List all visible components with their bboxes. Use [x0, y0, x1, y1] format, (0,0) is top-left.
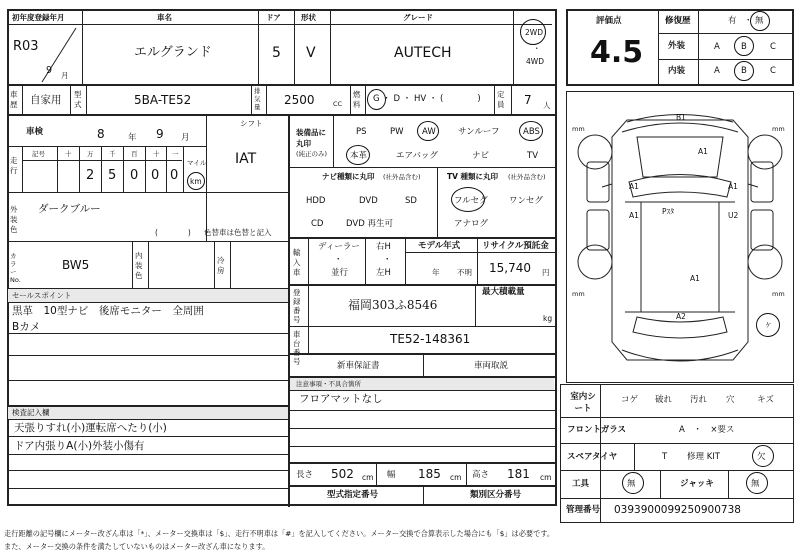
mm-label: mm	[772, 290, 785, 298]
len-value: 502	[331, 467, 354, 481]
wid-value: 185	[418, 467, 441, 481]
mark-a1: A1	[728, 182, 738, 191]
cap-label: 定員	[497, 90, 505, 109]
navi-label: ナビ種類に丸印	[322, 172, 375, 181]
mm-label: mm	[572, 125, 585, 133]
drive-2wd: 2WD	[525, 28, 543, 37]
spare-t: T	[662, 452, 668, 462]
unit-ju: 十	[153, 150, 160, 158]
mark-a1: A1	[690, 274, 700, 283]
mark-psuta: Pｽﾀ	[662, 207, 675, 216]
mileage-digit: 0	[170, 168, 179, 183]
mark-a2: A2	[676, 312, 686, 321]
recycle-label: リサイクル預託金	[482, 241, 549, 251]
unit-man: 万	[87, 150, 94, 158]
equip-pw: PW	[390, 127, 404, 137]
mileage-label: 走行	[10, 156, 18, 175]
model-year-unit: 年	[432, 268, 440, 277]
import-dot: ・	[334, 255, 343, 265]
tv-label: TV 種類に丸印	[447, 172, 499, 181]
tools-value: 無	[627, 479, 636, 489]
mark-a1: A1	[698, 147, 708, 156]
registration-value: 福岡303ふ8546	[348, 298, 438, 312]
repair-label: 修復歴	[665, 16, 691, 26]
sales-line1: 黒革 10型ナビ 後席モニター 全周囲	[12, 305, 204, 317]
ac-label: 冷房	[217, 256, 225, 275]
mgmt-value: 0393900099250900738	[614, 504, 741, 516]
mileage-digit: 2	[86, 168, 95, 183]
inspector-line2: ドア内張りA(小)外装小傷有	[14, 440, 145, 452]
inspector-label: 検査記入欄	[12, 408, 50, 417]
import-rh: 右H	[376, 242, 391, 252]
equip-sub: (純正のみ)	[296, 150, 328, 158]
seat-label: 室内シート	[570, 392, 596, 414]
sales-line2: Bカメ	[12, 321, 41, 333]
interior-c: C	[770, 66, 776, 76]
spare-none: 欠	[757, 452, 766, 462]
grade-label: グレード	[403, 13, 433, 22]
approval-label: 型式指定番号	[327, 490, 379, 500]
glass-value: A ・ ×要ス	[679, 425, 735, 435]
insp-month: 9	[156, 127, 164, 141]
mm-label: mm	[772, 125, 785, 133]
seat-hole: 穴	[726, 395, 735, 405]
unit-sen: 千	[109, 150, 116, 158]
wid-unit: cm	[450, 473, 462, 482]
equip-label: 装備品に丸印	[296, 128, 326, 148]
seat-burn: コゲ	[621, 395, 639, 405]
exterior-c: C	[770, 42, 776, 52]
recycle-value: 15,740	[489, 261, 531, 275]
equip-tv: TV	[527, 151, 539, 161]
shape-label: 形状	[301, 13, 316, 22]
import-label: 輸入車	[293, 248, 301, 277]
sales-label: セールスポイント	[12, 291, 72, 300]
model-year-unknown: 不明	[457, 268, 472, 277]
cap-value: 7	[524, 93, 532, 107]
fuel-options: G ・ D ・ HV ・ ( )	[373, 94, 481, 104]
repair-no: 無	[755, 16, 764, 26]
navi-sd: SD	[405, 196, 417, 206]
tv-analog: アナログ	[454, 219, 489, 229]
spare-kit: 修理 KIT	[687, 452, 720, 462]
mileage-digit: 0	[151, 168, 160, 183]
mark-a1: A1	[629, 211, 639, 220]
body-shape: V	[306, 45, 316, 61]
insp-year-unit: 年	[128, 133, 137, 143]
mileage-digit: 5	[108, 168, 117, 183]
name-label: 車名	[157, 13, 172, 22]
score-value: 4.5	[590, 35, 644, 70]
footer-line1: 走行距離の記号欄にメーター改ざん車は「*」、メーター交換車は「$」、走行不明車は「#」を記入してください。メーター交換で合算表示した場合にも「$」は必要です。	[4, 529, 555, 538]
exterior-b: B	[741, 42, 747, 52]
seat-scratch: キズ	[757, 395, 774, 405]
interior-a: A	[714, 66, 720, 76]
mileage-digit: 0	[130, 168, 139, 183]
model-value: 5BA-TE52	[134, 93, 192, 107]
len-unit: cm	[362, 473, 374, 482]
class-label: 類別区分番号	[470, 490, 522, 500]
repair-sep: ・	[744, 16, 753, 26]
registration-label: 登録番号	[293, 288, 301, 324]
navi-sub: (社外品含む)	[383, 173, 421, 181]
maxload-label: 最大積載量	[482, 287, 525, 297]
disp-unit: CC	[333, 100, 343, 108]
insp-month-unit: 月	[181, 133, 190, 143]
disp-label: 排気量	[254, 87, 261, 111]
exterior-a: A	[714, 42, 720, 52]
color-label: 外装色	[10, 205, 18, 234]
equip-navi: ナビ	[472, 151, 490, 161]
equip-aw: AW	[422, 127, 436, 137]
colorno-value: BW5	[62, 258, 90, 272]
inspector-line1: 天張りすれ(小)運転席へたり(小)	[14, 422, 167, 434]
corner-mark: ヶ	[764, 320, 773, 330]
reg-label: 初年度登録年月	[12, 13, 65, 22]
drive-4wd: 4WD	[526, 57, 544, 66]
manual-label: 車両取説	[474, 361, 509, 371]
import-parallel: 並行	[331, 268, 349, 278]
maxload-unit: kg	[543, 314, 553, 323]
car-diagram	[567, 92, 793, 382]
len-label: 長さ	[296, 470, 314, 480]
model-year-label: モデル年式	[418, 241, 461, 251]
tv-sub: (社外品含む)	[508, 173, 546, 181]
equip-airbag: エアバッグ	[396, 151, 438, 161]
glass-label: フロントガラス	[567, 425, 626, 435]
footer-line2: また、メーター交換の条件を満たしていないものはメーター改ざん車になります。	[4, 542, 270, 551]
interior-label: 内装	[668, 66, 686, 76]
interior-b: B	[741, 66, 747, 76]
shift-value: IAT	[235, 151, 257, 167]
import-lh: 左H	[376, 268, 391, 278]
color-paren: ( )	[155, 228, 191, 237]
warranty-label: 新車保証書	[337, 361, 380, 371]
notes-value: フロアマットなし	[299, 393, 383, 405]
cap-unit: 人	[543, 101, 551, 110]
color-note: 色替車は色替と記入	[204, 228, 272, 237]
navi-cd: CD	[311, 219, 324, 229]
chassis-value: TE52-148361	[390, 332, 471, 346]
door-count: 5	[272, 45, 281, 61]
chassis-label: 車台 号	[293, 330, 301, 366]
score-label: 評価点	[596, 16, 622, 26]
equip-ps: PS	[356, 127, 367, 137]
spare-label: スペアタイヤ	[567, 452, 618, 462]
colorno-label: カラーNo.	[10, 252, 21, 284]
unit-juman: 十	[65, 150, 72, 158]
seat-stain: 汚れ	[690, 395, 708, 405]
notes-label: 注意事項・不具合箇所	[296, 380, 361, 388]
mgmt-label: 管理番号	[566, 505, 601, 515]
inspection-label: 車検	[26, 127, 44, 137]
repair-yes: 有	[728, 16, 737, 26]
wid-label: 幅	[387, 470, 396, 480]
tv-fullseg: フルセグ	[454, 196, 488, 206]
equip-sunroof: サンルーフ	[458, 127, 500, 137]
interior-color-label: 内装色	[135, 251, 143, 280]
mark-b1: B1	[676, 113, 686, 122]
history-label: 車歴	[10, 90, 18, 109]
disp-value: 2500	[284, 93, 315, 107]
drive-sep: ・	[533, 44, 541, 53]
reg-month-unit: 月	[61, 71, 69, 80]
door-label: ドア	[266, 13, 281, 22]
km-unit: km	[190, 177, 202, 186]
grade-value: AUTECH	[394, 45, 452, 61]
exterior-label: 外装	[668, 41, 686, 51]
jack-value: 無	[751, 479, 760, 489]
navi-hdd: HDD	[306, 196, 326, 206]
unit-hyaku: 百	[131, 150, 138, 158]
hei-unit: cm	[540, 473, 552, 482]
shift-label: シフト	[240, 119, 263, 128]
navi-dvd-play: DVD 再生可	[346, 219, 393, 229]
mark-u2: U2	[728, 211, 739, 220]
mm-label: mm	[572, 290, 585, 298]
navi-dvd: DVD	[359, 196, 378, 206]
model-label: 型式	[74, 90, 82, 109]
color-value: ダークブルー	[38, 203, 101, 215]
hei-label: 高さ	[472, 470, 490, 480]
car-name: エルグランド	[134, 45, 212, 60]
mark-a1: A1	[629, 182, 639, 191]
import-dot2: ・	[383, 255, 392, 265]
use-value: 自家用	[30, 94, 62, 106]
reg-month: 9	[46, 65, 53, 76]
tv-oneseg: ワンセグ	[509, 196, 544, 206]
tools-label: 工具	[572, 479, 590, 489]
hei-value: 181	[507, 467, 530, 481]
equip-leather: 本革	[350, 151, 368, 161]
equip-abs: ABS	[523, 127, 540, 137]
mileage-sym-label: 記号	[32, 150, 45, 158]
insp-year: 8	[97, 127, 105, 141]
reg-era: R03	[13, 39, 39, 54]
unit-ichi: 一	[172, 150, 179, 158]
fuel-label: 燃料	[353, 90, 361, 109]
mile-label: マイル	[187, 159, 207, 167]
seat-tear: 破れ	[655, 395, 673, 405]
recycle-unit: 円	[542, 268, 550, 277]
import-dealer: ディーラー	[318, 242, 360, 252]
jack-label: ジャッキ	[680, 479, 714, 489]
